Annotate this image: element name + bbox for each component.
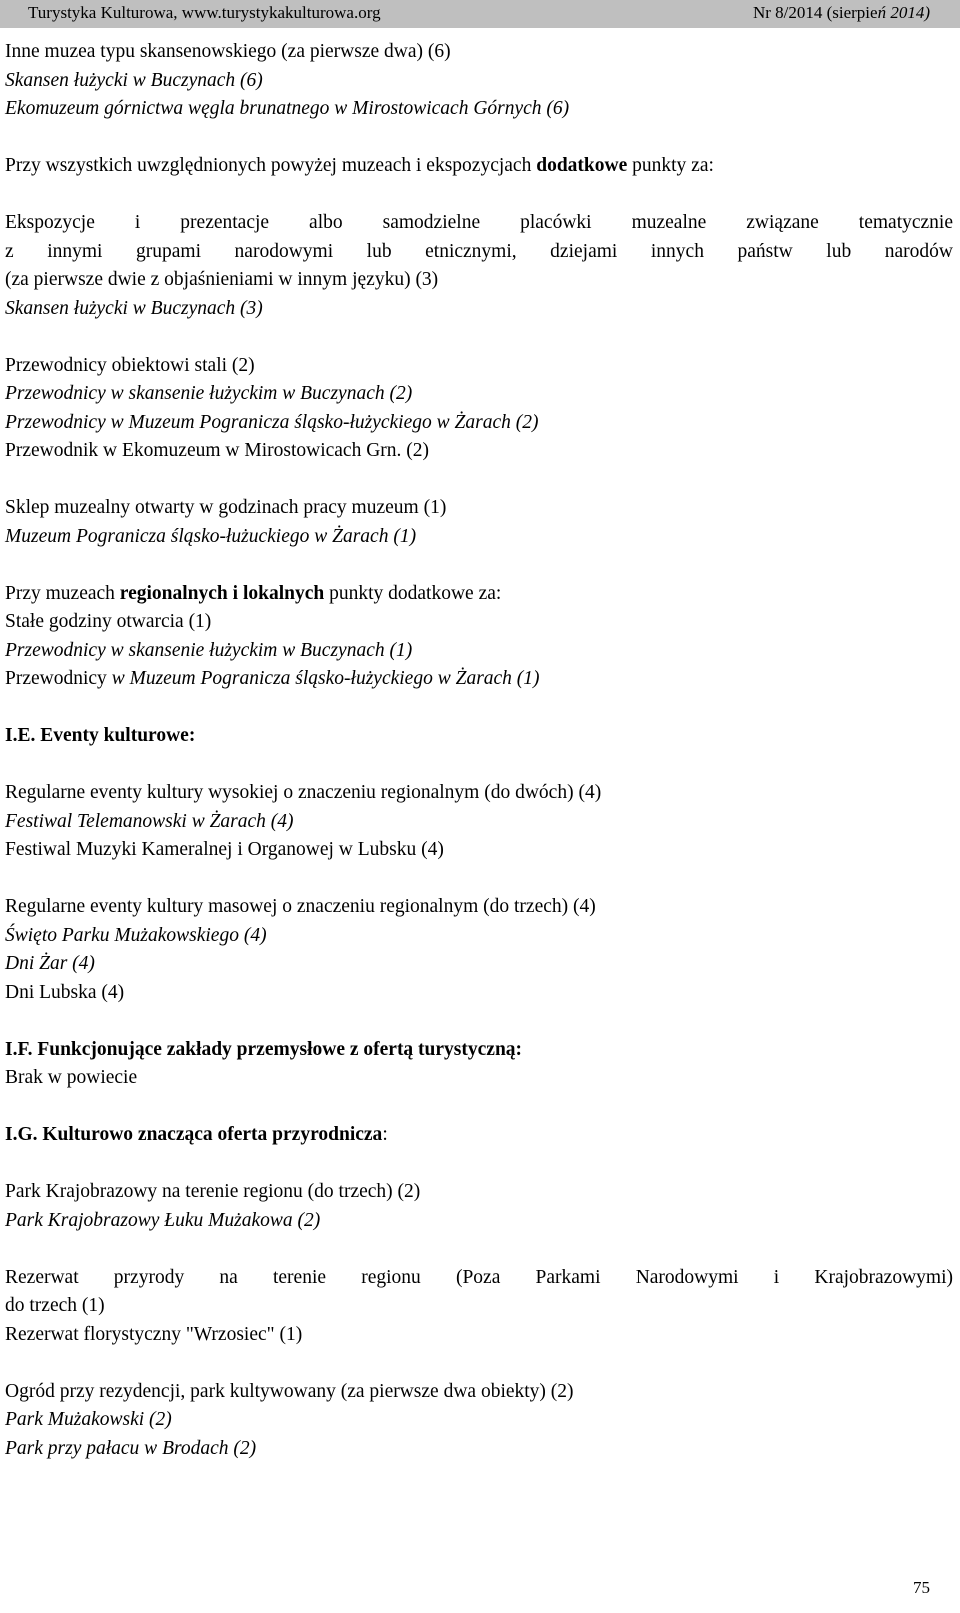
example-line: Dni Lubska (4) [5,981,125,1003]
example-line: Skansen łużycki w Buczynach (6) [5,69,263,91]
example-line: Muzeum Pogranicza śląsko-łużuckiego w Żarach (1) [5,525,417,547]
criterion-line: Inne muzea typu skansenowskiego (za pierwsze dwa) (6) [5,41,451,62]
example-line: Festiwal Telemanowski w Żarach (4) [5,810,294,832]
intro-text-end: punkty dodatkowe za: [324,582,502,604]
section-heading-colon: : [382,1124,388,1145]
intro-text-end: punkty za: [627,155,714,176]
criterion-line: Regularne eventy kultury wysokiej o znaczeniu regionalnym (do dwóch) (4) [5,782,602,803]
running-header [0,0,960,28]
example-text: Przewodnicy [5,668,112,689]
example-line: Przewodnicy w skansenie łużyckim w Buczynach (2) [5,383,413,404]
section-heading: I.F. Funkcjonujące zakłady przemysłowe z ofertą turystyczną: [5,1038,523,1060]
intro-emphasis: regionalnych i lokalnych [119,582,325,604]
example-line [5,665,953,694]
criterion-line: (za pierwsze dwie z objaśnieniami w innym języku) (3) [5,269,439,290]
example-line: Przewodnicy w Muzeum Pogranicza śląsko-łużyckiego w Żarach (2) [5,411,539,433]
issue-number-main: Nr 8/2014 (sierpie [752,3,878,22]
criterion-line: Przewodnicy obiektowi stali (2) [5,354,255,376]
criterion-line: z innymi grupami narodowymi lub etnicznymi, dziejami innych państw lub narodów [5,240,953,262]
example-line: Święto Parku Mużakowskiego (4) [5,924,267,946]
intro-text: Przy muzeach [5,582,120,604]
criterion-line: Stałe godziny otwarcia (1) [5,611,212,632]
intro-line [5,152,953,181]
example-line: Rezerwat florystyczny "Wrzosiec" (1) [5,1323,303,1345]
example-line: Ekomuzeum górnictwa węgla brunatnego w Mirostowicach Górnych (6) [5,98,570,119]
issue-number-italic: ń 2014) [877,3,930,22]
criterion-line: Park Krajobrazowy na terenie regionu (do trzech) (2) [5,1181,421,1202]
journal-title: Turystyka Kulturowa, www.turystykakulturowa.org [28,3,381,22]
example-line: Dni Żar (4) [5,953,95,974]
intro-text: Przy wszystkich uwzględnionych powyżej muzeach i ekspozycjach [5,155,537,176]
issue-number [753,0,930,26]
intro-line [5,580,953,609]
page-number: 75 [913,1578,930,1597]
section-heading [5,1121,953,1150]
criterion-line: Sklep muzealny otwarty w godzinach pracy muzeum (1) [5,497,447,518]
example-line: Park Krajobrazowy Łuku Mużakowa (2) [5,1209,321,1231]
example-line: Park przy pałacu w Brodach (2) [5,1437,257,1459]
criterion-line: Ekspozycje i prezentacje albo samodzielne placówki muzealne związane tematycznie [5,212,953,233]
page-body [5,38,953,1463]
example-line: Skansen łużycki w Buczynach (3) [5,297,263,319]
criterion-line: Rezerwat przyrody na terenie regionu (Poza Parkami Narodowymi i Krajobrazowymi) [5,1266,953,1288]
example-line: Park Mużakowski (2) [5,1409,172,1430]
intro-emphasis: dodatkowe [536,155,628,176]
section-heading: I.E. Eventy kulturowe: [5,725,196,746]
example-line: Przewodnik w Ekomuzeum w Mirostowicach Grn. (2) [5,440,430,461]
example-line: Przewodnicy w skansenie łużyckim w Buczynach (1) [5,639,413,661]
criterion-line: do trzech (1) [5,1295,105,1316]
example-text-italic: w Muzeum Pogranicza śląsko-łużyckiego w Żarach (1) [111,668,540,689]
example-line: Brak w powiecie [5,1067,138,1088]
example-line: Festiwal Muzyki Kameralnej i Organowej w Lubsku (4) [5,839,444,860]
criterion-line: Regularne eventy kultury masowej o znaczeniu regionalnym (do trzech) (4) [5,896,596,917]
section-heading-text: I.G. Kulturowo znacząca oferta przyrodnicza [5,1124,383,1145]
criterion-line: Ogród przy rezydencji, park kultywowany (za pierwsze dwa obiekty) (2) [5,1380,574,1402]
